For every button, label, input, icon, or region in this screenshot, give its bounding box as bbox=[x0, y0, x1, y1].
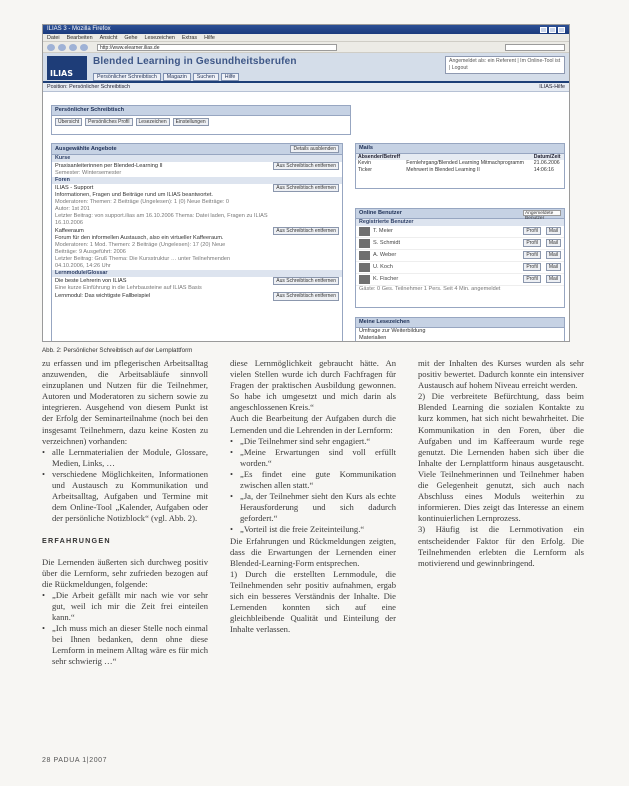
mail-link[interactable]: Mail bbox=[546, 239, 561, 247]
menu-extras[interactable]: Extras bbox=[181, 35, 198, 41]
user-name: U. Koch bbox=[373, 263, 393, 270]
mail-link[interactable]: Mail bbox=[546, 227, 561, 235]
mail-col-header: Datum/Zeit bbox=[532, 154, 564, 161]
list-item: • „Vorteil ist die freie Zeiteinteilung.“ bbox=[230, 524, 396, 535]
forward-icon[interactable] bbox=[58, 44, 66, 51]
list-item: • „Die Teilnehmer sind sehr engagiert.“ bbox=[230, 436, 396, 447]
users-note: Gäste: 0 Ges. Teilnehmer 1 Pers. Seit 4 Min. angemeldet bbox=[359, 285, 501, 292]
bookmarks-button[interactable]: Lesezeichen bbox=[136, 118, 170, 126]
article-column-1 bbox=[42, 358, 208, 667]
maximize-icon[interactable] bbox=[549, 27, 556, 33]
user-name: T. Meier bbox=[373, 227, 393, 234]
article-column-2 bbox=[230, 358, 396, 635]
reload-icon[interactable] bbox=[69, 44, 77, 51]
site-title: Blended Learning in Gesundheitsberufen bbox=[93, 56, 297, 67]
mail-table bbox=[356, 154, 564, 174]
browser-navbar bbox=[43, 42, 569, 53]
user-name: A. Weber bbox=[373, 251, 397, 258]
list-item: • „Ich muss mich an dieser Stelle noch einmal bei Ihnen bedanken, denn ohne diese Lernform in meinem Alltag wäre es für mich sehr schwierig …“ bbox=[42, 623, 208, 667]
menu-bearbeiten[interactable]: Bearbeiten bbox=[66, 35, 93, 41]
course-link[interactable]: Praxisanleiterinnen per Blended-Learning II bbox=[55, 162, 163, 169]
user-row bbox=[356, 250, 564, 262]
user-row bbox=[356, 226, 564, 238]
glossary-link[interactable]: Lernmodul: Das wichtigste Fallbeispiel bbox=[55, 292, 151, 299]
section-heading: ERFAHRUNGEN bbox=[42, 536, 111, 546]
avatar bbox=[359, 275, 370, 284]
mail-link[interactable]: Mail bbox=[546, 275, 561, 283]
hide-details-button[interactable]: Details ausblenden bbox=[290, 145, 339, 153]
glossary-section: Lernmodule/Glossar bbox=[52, 270, 342, 277]
url-input[interactable]: http://www.elearner.ilias.de bbox=[97, 44, 337, 51]
paragraph: 2) Die verbreitete Befürchtung, dass beim Blended Learning die sozialen Kontakte zu kurz kommen, hat sich nicht bewahrheitet. Die Kommunikation in den Foren, über die Aufgaben und im Kaffeeraum wurde rege genutzt. Die Lernenden haben sich über die Inhalte der Lernplattform hinaus ausgetauscht. Viele Teilnehmerinnen und Teilnehmer haben die Gelegenheit genutzt, sich auch nach Abschluss eines Moduls weiterhin zu informieren. Dies zeigt das Interesse an einem kontinuierlichen Lernprozess. bbox=[418, 391, 584, 524]
glossary-desc: Eine kurze Einführung in die Lehrbausteine auf ILIAS Basis bbox=[55, 285, 202, 292]
remove-forum-button[interactable]: Aus Schreibtisch entfernen bbox=[273, 184, 339, 192]
mail-col-header: Absender/Betreff bbox=[356, 154, 404, 161]
forum-line: Forum für den informellen Austausch, also ein virtueller Kaffeeraum. bbox=[55, 235, 224, 242]
selected-offers-header bbox=[52, 144, 342, 155]
bookmarks-box bbox=[355, 317, 565, 342]
forum-line: 04.10.2006, 14:26 Uhr bbox=[55, 263, 111, 270]
minimize-icon[interactable] bbox=[540, 27, 547, 33]
forum-line: Moderatoren: Themen: 2 Beiträge (Ungelesen): 1 (0) Neue Beiträge: 0 bbox=[55, 199, 230, 206]
forum-line: Autor: 1st 201 bbox=[55, 206, 90, 213]
mail-subject[interactable]: Mehrwert in Blended Learning II bbox=[406, 166, 480, 173]
mail-link[interactable]: Mail bbox=[546, 251, 561, 259]
mail-row[interactable] bbox=[356, 167, 564, 174]
tab-hilfe[interactable]: Hilfe bbox=[221, 73, 240, 82]
paragraph: zu erfassen und im pflegerischen Arbeitsalltag anzuwenden, die Arbeitsabläufe sinnvoll einzuplanen und Nutzen für die Teilnehmer, Autoren und Moderatoren zu sichern sowie zu integrieren. Ausgehend von diesem Punkt ist der Erfolg der Seminarteilnahme (noch bei den insgesamt Teilnehmern, dazu keine Kosten zu verzeichnen) vorhanden: bbox=[42, 358, 208, 446]
paragraph: Die Erfahrungen und Rückmeldungen zeigten, dass die Erwartungen der Lernenden einer Blended-Learning-Form entsprechen. bbox=[230, 535, 396, 568]
profile-link[interactable]: Profil bbox=[523, 263, 540, 271]
glossary-row bbox=[52, 292, 342, 300]
back-icon[interactable] bbox=[47, 44, 55, 51]
tab-desktop[interactable]: Persönlicher Schreibtisch bbox=[93, 73, 161, 82]
avatar bbox=[359, 251, 370, 260]
forum-link[interactable]: ILIAS - Support bbox=[55, 184, 94, 191]
courses-section: Kurse bbox=[52, 155, 342, 162]
menu-datei[interactable]: Datei bbox=[47, 35, 60, 41]
desktop-box-header: Persönlicher Schreibtisch bbox=[52, 106, 350, 116]
list-item: • verschiedene Möglichkeiten, Informationen und Austausch zu Kommunikation und Arbeitsalltag, Aufgaben und Termine mit dem Online-Tool „Kalender, Aufgaben oder der persönliche Notizblock“ (vgl. Abb. 2). bbox=[42, 469, 208, 524]
list-item: • „Ja, der Teilnehmer sieht den Kurs als echte Herausforderung und sich dadurch gefordert.“ bbox=[230, 491, 396, 524]
forum-line: Letzter Beitrag: Gruß Thema: Die Kursstruktur … unter Teilnehmenden bbox=[55, 256, 231, 263]
menu-lesezeichen[interactable]: Lesezeichen bbox=[144, 35, 175, 41]
mail-date: 21.06.2006 bbox=[533, 160, 560, 167]
mail-header: Mails bbox=[356, 144, 564, 154]
quote-list bbox=[230, 436, 396, 536]
user-name: S. Schmidt bbox=[373, 239, 401, 246]
overview-button[interactable]: Übersicht bbox=[55, 118, 82, 126]
bullet-list bbox=[42, 447, 208, 525]
browser-window-title: ILIAS 3 - Mozilla Firefox bbox=[47, 25, 111, 32]
help-link[interactable]: ILIAS-Hilfe bbox=[539, 84, 565, 90]
browser-titlebar bbox=[43, 25, 569, 34]
paragraph: diese Lernmöglichkeit gebraucht hätte. An vielen Stellen wurde ich durch Fachfragen für Fragen der praktischen Ausbildung gewonnen. So habe ich umgesetzt und mich darin als angeschlossenen Kreis.“ bbox=[230, 358, 396, 413]
bookmark-link[interactable]: Materialien bbox=[359, 334, 387, 341]
course-row bbox=[52, 162, 342, 170]
desktop-buttons bbox=[52, 116, 350, 128]
home-icon[interactable] bbox=[80, 44, 88, 51]
login-info[interactable]: Angemeldet als: ein Referent | Im Online-Tool ist | Logout bbox=[445, 56, 565, 74]
remove-forum-button[interactable]: Aus Schreibtisch entfernen bbox=[273, 227, 339, 235]
forum-line: Moderatoren: 1 Mod. Themen: 2 Beiträge (Ungelesen): 17 (20) Neue bbox=[55, 242, 226, 249]
forum-link[interactable]: Kaffeeraum bbox=[55, 227, 84, 234]
lms-screenshot bbox=[42, 24, 570, 342]
site-header bbox=[43, 53, 569, 83]
list-item: • „Meine Erwartungen sind voll erfüllt worden.“ bbox=[230, 447, 396, 469]
menu-hilfe[interactable]: Hilfe bbox=[204, 35, 215, 41]
breadcrumb-text: Position: Persönlicher Schreibtisch bbox=[47, 84, 130, 90]
close-icon[interactable] bbox=[558, 27, 565, 33]
selected-offers-box bbox=[51, 143, 343, 342]
forum-line: Beiträge: 9 Ausgeführt: 2006 bbox=[55, 249, 126, 256]
bookmark-link[interactable]: Umfrage zur Weiterbildung bbox=[359, 327, 426, 334]
settings-button[interactable]: Einstellungen bbox=[173, 118, 209, 126]
avatar bbox=[359, 227, 370, 236]
profile-link[interactable]: Profil bbox=[523, 251, 540, 259]
list-item: • „Die Arbeit gefällt mir nach wie vor sehr gut, weil ich mir die Zeit frei einteilen kann.“ bbox=[42, 590, 208, 623]
forum-row bbox=[52, 184, 342, 192]
quote-list bbox=[42, 590, 208, 668]
forums-section: Foren bbox=[52, 177, 342, 184]
paragraph: Die Lernenden äußerten sich durchweg positiv über die Lernform, sehr zufrieden bezogen auf die Rückmeldungen, folgende: bbox=[42, 556, 208, 589]
page-footer: 28 PADUA 1|2007 bbox=[42, 757, 108, 764]
menu-gehe[interactable]: Gehe bbox=[124, 35, 138, 41]
mail-link[interactable]: Mail bbox=[546, 263, 561, 271]
menu-ansicht[interactable]: Ansicht bbox=[99, 35, 118, 41]
breadcrumb bbox=[43, 83, 569, 92]
forum-row bbox=[52, 227, 342, 235]
list-item: • „Es findet eine gute Kommunikation zwischen allen statt.“ bbox=[230, 469, 396, 491]
user-name: K. Fischer bbox=[373, 275, 399, 282]
registered-users-section: Registrierte Benutzer bbox=[356, 219, 564, 226]
mail-box bbox=[355, 143, 565, 189]
list-item: • alle Lernmaterialien der Module, Glossare, Medien, Links, … bbox=[42, 447, 208, 469]
ilias-logo: ILIAS bbox=[47, 56, 87, 80]
article-column-3 bbox=[418, 358, 584, 569]
remove-glossary-button[interactable]: Aus Schreibtisch entfernen bbox=[273, 277, 339, 285]
remove-glossary-button[interactable]: Aus Schreibtisch entfernen bbox=[273, 292, 339, 300]
forum-line: Informationen, Fragen und Beiträge rund um ILIAS beantwortet. bbox=[55, 192, 213, 199]
tab-magazin[interactable]: Magazin bbox=[163, 73, 191, 82]
online-users-title: Online Benutzer bbox=[359, 210, 402, 216]
paragraph: 1) Durch die erstellten Lernmodule, die Teilnehmenden sehr positiv aufnahmen, ergab sich ein besseres Verständnis der Inhalte. Die Lernenden konnten sich auf eine gleichbleibende Qualität und Einteilung der Inhalte verlassen. bbox=[230, 568, 396, 635]
figure-caption: Abb. 2: Persönlicher Schreibtisch auf der Lernplattform bbox=[42, 347, 193, 354]
course-desc: Semester: Wintersemester bbox=[55, 170, 122, 177]
desktop-box bbox=[51, 105, 351, 135]
mail-sender: Ticker bbox=[358, 166, 372, 173]
users-select[interactable]: Angemeldete Benutzer bbox=[523, 210, 561, 216]
paragraph: mit der Inhalten des Kurses wurden als sehr positiv bewertet. Dadurch konnte ein intensiver Austausch auf hohem Niveau erreicht werden. bbox=[418, 358, 584, 391]
forum-line: 16.10.2006 bbox=[55, 220, 83, 227]
avatar bbox=[359, 263, 370, 272]
selected-offers-title: Ausgewählte Angebote bbox=[55, 145, 117, 152]
user-row bbox=[356, 274, 564, 286]
mail-sender: Kevin bbox=[358, 160, 371, 167]
paragraph: Auch die Bearbeitung der Aufgaben durch die Lernenden und die Lehrenden in der Lernform: bbox=[230, 413, 396, 435]
browser-menubar bbox=[43, 34, 569, 42]
avatar bbox=[359, 239, 370, 248]
glossary-link[interactable]: Die beste Lehrerin von ILIAS bbox=[55, 277, 127, 284]
main-nav bbox=[93, 73, 297, 82]
glossary-row bbox=[52, 277, 342, 285]
user-row bbox=[356, 238, 564, 250]
forum-line: Letzter Beitrag: von support.ilias am 16.10.2006 Thema: Datei laden, Fragen zu ILIAS bbox=[55, 213, 268, 220]
mail-subject[interactable]: Fernlehrgang/Blended Learning Mitmachprogramm bbox=[406, 160, 524, 167]
user-row bbox=[356, 262, 564, 274]
mail-date: 14:06:16 bbox=[533, 166, 554, 173]
bookmarks-header: Meine Lesezeichen bbox=[356, 318, 564, 328]
profile-link[interactable]: Profil bbox=[523, 275, 540, 283]
profile-link[interactable]: Profil bbox=[523, 239, 540, 247]
online-users-box bbox=[355, 208, 565, 308]
paragraph: 3) Häufig ist die Lernmotivation ein entscheidender Faktor für den Erfolg. Die Teilnehmenden erlebten die Lernform als motivierend und gewinnbringend. bbox=[418, 524, 584, 568]
tab-suchen[interactable]: Suchen bbox=[193, 73, 219, 82]
profile-link[interactable]: Profil bbox=[523, 227, 540, 235]
remove-course-button[interactable]: Aus Schreibtisch entfernen bbox=[273, 162, 339, 170]
browser-search-input[interactable] bbox=[505, 44, 565, 51]
profile-button[interactable]: Persönliches Profil bbox=[85, 118, 132, 126]
